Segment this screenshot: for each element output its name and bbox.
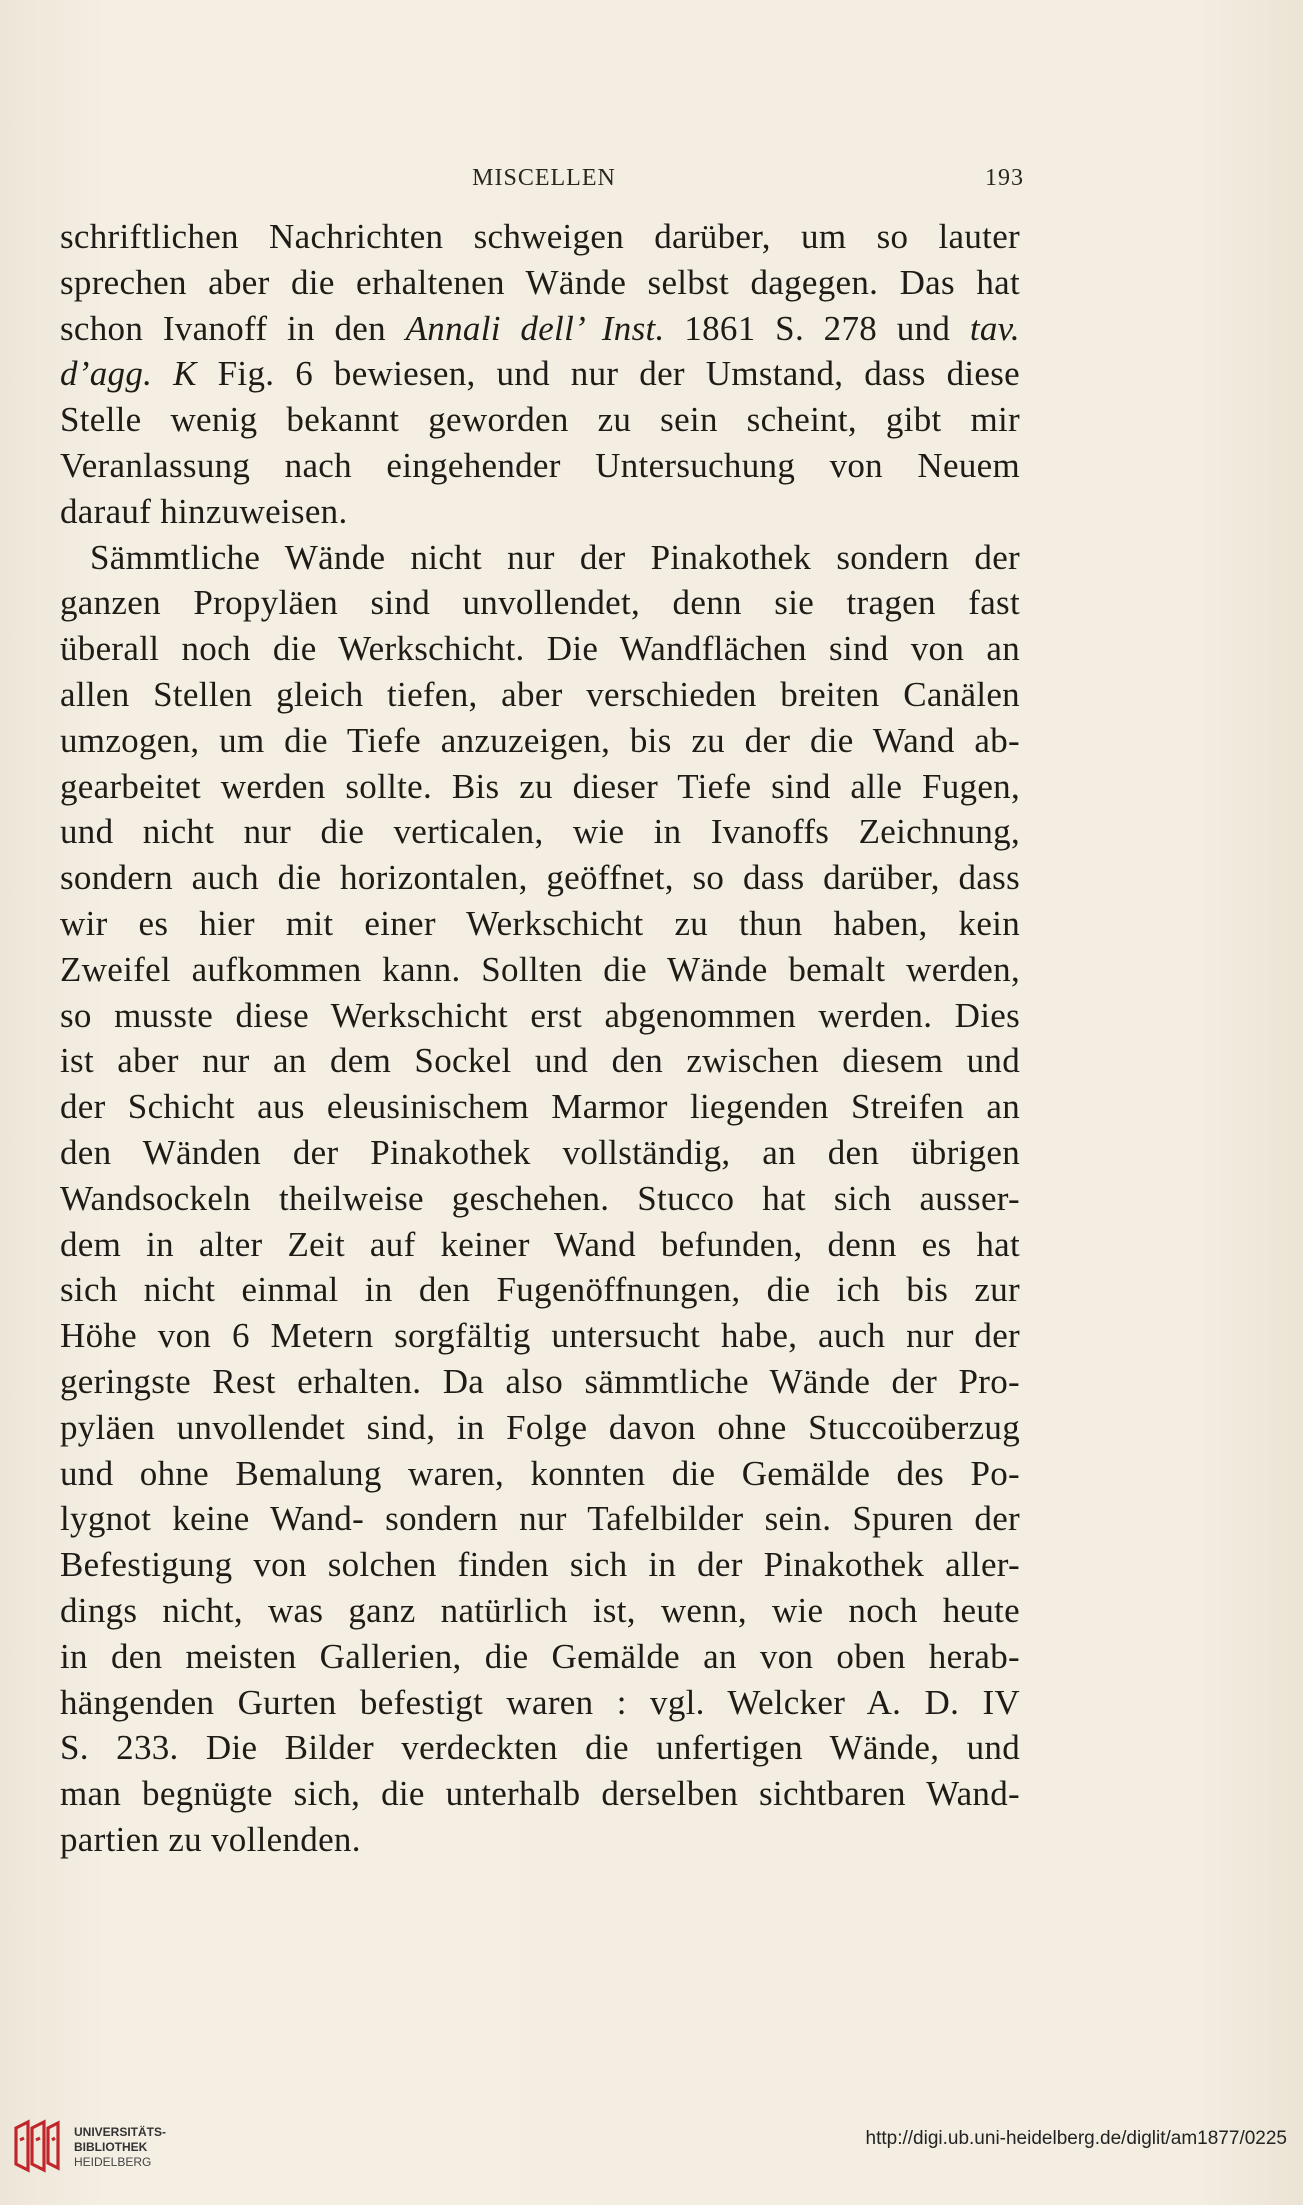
text-line: Zweifel aufkommen kann. Sollten die Wände bemalt werden, — [60, 949, 1020, 989]
text-line: hängenden Gurten befestigt waren : vgl. Welcker A. D. IV — [60, 1682, 1020, 1722]
text-line: wir es hier mit einer Werkschicht zu thun haben, kein — [60, 903, 1020, 943]
text-line: man begnügte sich, die unterhalb derselben sichtbaren Wand- — [60, 1774, 1020, 1814]
text-line: pyläen unvollendet sind, in Folge davon ohne Stuccoüberzug — [60, 1407, 1020, 1447]
body-text — [60, 214, 1020, 1863]
text-line: darauf hinzuweisen. — [60, 491, 348, 531]
logo-line: UNIVERSITÄTS- — [74, 2125, 167, 2139]
text-line: der Schicht aus eleusinischem Marmor liegenden Streifen an — [60, 1087, 1020, 1127]
text-line: und ohne Bemalung waren, konnten die Gemälde des Po- — [60, 1453, 1020, 1493]
text-line: sprechen aber die erhaltenen Wände selbst dagegen. Das hat — [60, 262, 1020, 302]
text-segment: 1861 S. 278 und — [684, 308, 951, 348]
text-line: dem in alter Zeit auf keiner Wand befunden, denn es hat — [60, 1224, 1020, 1264]
page-number: 193 — [985, 165, 1024, 191]
text-line: und nicht nur die verticalen, wie in Ivanoffs Zeichnung, — [60, 812, 1020, 852]
text-line: Höhe von 6 Metern sorgfältig untersucht habe, auch nur der — [60, 1316, 1020, 1356]
library-logo-text — [74, 2125, 166, 2170]
text-line: gearbeitet werden sollte. Bis zu dieser Tiefe sind alle Fugen, — [60, 766, 1020, 806]
library-logo — [12, 2118, 212, 2178]
text-line: partien zu vollenden. — [60, 1819, 361, 1859]
text-line: sondern auch die horizontalen, geöffnet, so dass darüber, dass — [60, 858, 1020, 898]
text-segment: schon Ivanoff in den — [60, 308, 386, 348]
italic-citation: d’agg. K — [60, 354, 197, 394]
text-line: Veranlassung nach eingehender Untersuchung von Neuem — [60, 445, 1020, 485]
text-line: ganzen Propyläen sind unvollendet, denn sie tragen fast — [60, 583, 1020, 623]
text-line: so musste diese Werkschicht erst abgenommen werden. Dies — [60, 995, 1020, 1035]
italic-citation: Annali dell’ Inst. — [405, 308, 665, 348]
running-title: MISCELLEN — [472, 165, 616, 191]
logo-line: BIBLIOTHEK — [74, 2140, 148, 2154]
text-line: überall noch die Werkschicht. Die Wandflächen sind von an — [60, 629, 1020, 669]
text-segment: Fig. 6 bewiesen, und nur der Umstand, dass diese — [217, 354, 1020, 394]
text-line: Wandsockeln theilweise geschehen. Stucco hat sich ausser- — [60, 1178, 1020, 1218]
text-line: sich nicht einmal in den Fugenöffnungen, die ich bis zur — [60, 1270, 1020, 1310]
paragraph-start-line: Sämmtliche Wände nicht nur der Pinakothek sondern der — [90, 537, 1020, 577]
source-url-link[interactable]: http://digi.ub.uni-heidelberg.de/diglit/am1877/0225 — [865, 2128, 1287, 2149]
logo-line: HEIDELBERG — [74, 2155, 152, 2169]
library-logo-icon — [12, 2118, 60, 2176]
text-line: allen Stellen gleich tiefen, aber verschieden breiten Canälen — [60, 674, 1020, 714]
text-line — [60, 351, 1020, 397]
text-line: S. 233. Die Bilder verdeckten die unfertigen Wände, und — [60, 1728, 1020, 1768]
text-line: geringste Rest erhalten. Da also sämmtliche Wände der Pro- — [60, 1361, 1020, 1401]
text-line: schriftlichen Nachrichten schweigen darüber, um so lauter — [60, 217, 1020, 256]
text-line: dings nicht, was ganz natürlich ist, wenn, wie noch heute — [60, 1590, 1020, 1630]
text-line: umzogen, um die Tiefe anzuzeigen, bis zu der die Wand ab- — [60, 720, 1020, 760]
text-line — [60, 306, 1020, 352]
text-line: Befestigung von solchen finden sich in der Pinakothek aller- — [60, 1545, 1020, 1585]
text-line: Stelle wenig bekannt geworden zu sein scheint, gibt mir — [60, 400, 1020, 440]
text-line: lygnot keine Wand- sondern nur Tafelbilder sein. Spuren der — [60, 1499, 1020, 1539]
running-head — [64, 165, 1024, 195]
text-line: ist aber nur an dem Sockel und den zwischen diesem und — [60, 1041, 1020, 1081]
text-line: in den meisten Gallerien, die Gemälde an von oben herab- — [60, 1636, 1020, 1676]
text-line: den Wänden der Pinakothek vollständig, an den übrigen — [60, 1132, 1020, 1172]
italic-citation: tav. — [969, 308, 1020, 348]
